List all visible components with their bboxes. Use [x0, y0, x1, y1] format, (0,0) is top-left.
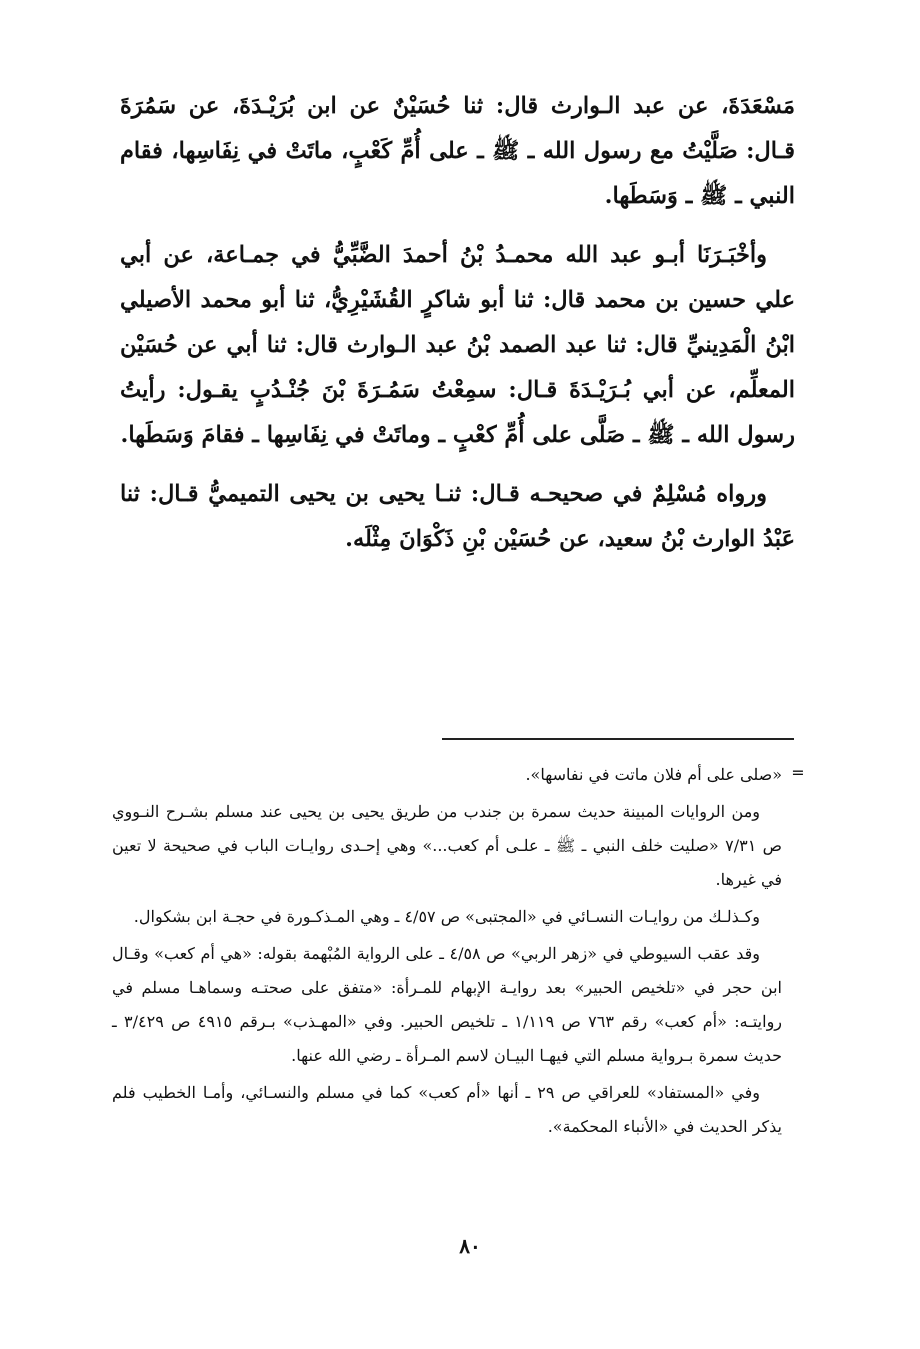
main-paragraph: وأخْبَـرَنَا أبـو عبد الله محمـدُ بْنُ أحمدَ الضَّبِّيُّ في جمـاعة، عن أبي علي حسين بن محمد قال: ثنا أبو شاكرٍ القُشَيْرِيُّ، ثنا أبو محمد الأصيلي ابْنُ الْمَدِينيِّ قال: ثنا عبد الصمد بْنُ عبد الـوارث قال: ثنا أبي عن حُسَيْن المعلِّم، عن أبي بُـرَيْـدَةَ قـال: سمِعْتُ سَمُـرَةَ بْنَ جُنْـدُبٍ يقـول: رأيتُ رسول الله ـ ﷺ ـ صَلَّى على أُمِّ كعْبٍ ـ وماتَتْ في نِفَاسِها ـ فقامَ وَسَطَها. [120, 242, 795, 448]
footnote-paragraph: وقد عقب السيوطي في «زهر الربي» ص ٤/٥٨ ـ على الرواية المُبْهمة بقوله: «هي أم كعب» وقـال ابن حجر في «تلخيص الحبير» بعد روايـة الإبهام للمـرأة: «متفق على صحتـه وسماهـا مسلم في روايتـه: «أم كعب» رقم ٧٦٣ ص ١/١١٩ ـ تلخيص الحبير. وفي «المهـذب» بـرقم ٤٩١٥ ص ٣/٤٢٩ ـ حديث سمرة بـرواية مسلم التي فيهـا البيـان لاسم المـرأة ـ رضي الله عنها. [112, 944, 783, 1065]
footnotes-block [112, 758, 782, 1147]
page-number: ٨٠ [459, 1234, 481, 1258]
main-text-block [120, 84, 795, 576]
footnote-separator [442, 738, 794, 740]
footnote-continuation-mark: = [791, 763, 805, 782]
main-paragraph: مَسْعَدَةَ، عن عبد الـوارث قال: ثنا حُسَيْنٌ عن ابن بُرَيْـدَةَ، عن سَمُرَةَ قـال: صَلَّيْتُ مع رسول الله ـ ﷺ ـ على أُمِّ كَعْبٍ، ماتَتْ في نِفَاسِها، فقام النبي ـ ﷺ ـ وَسَطَها. [120, 93, 795, 209]
footnote-paragraph: وفي «المستفاد» للعراقي ص ٢٩ ـ أنها «أم كعب» كما في مسلم والنسـائي، وأمـا الخطيب فلم يذكر الحديث في «الأنباء المحكمة». [112, 1083, 782, 1136]
footnote-paragraph: وكـذلـك من روايـات النسـائي في «المجتبى» ص ٤/٥٧ ـ وهي المـذكـورة في حجـة ابن بشكوال. [133, 907, 760, 926]
main-paragraph: ورواه مُسْلِمٌ في صحيحـه قـال: ثنـا يحيى بن يحيى التميميُّ قـال: ثنا عَبْدُ الوارث بْنُ سعيد، عن حُسَيْن بْنِ ذَكْوَانَ مِثْلَه. [120, 481, 795, 552]
footnote-paragraph: «صلى على أم فلان ماتت في نفاسها». [525, 765, 782, 784]
footnote-paragraph: ومن الروايات المبينة حديث سمرة بن جندب من طريق يحيى بن يحيى عند مسلم بشـرح النـووي ص ٧/٣١ «صليت خلف النبي ـ ﷺ ـ علـى أم كعب...» وهي إحـدى روايـات الباب في صحيحة لا تعين في غيرها. [112, 802, 782, 889]
